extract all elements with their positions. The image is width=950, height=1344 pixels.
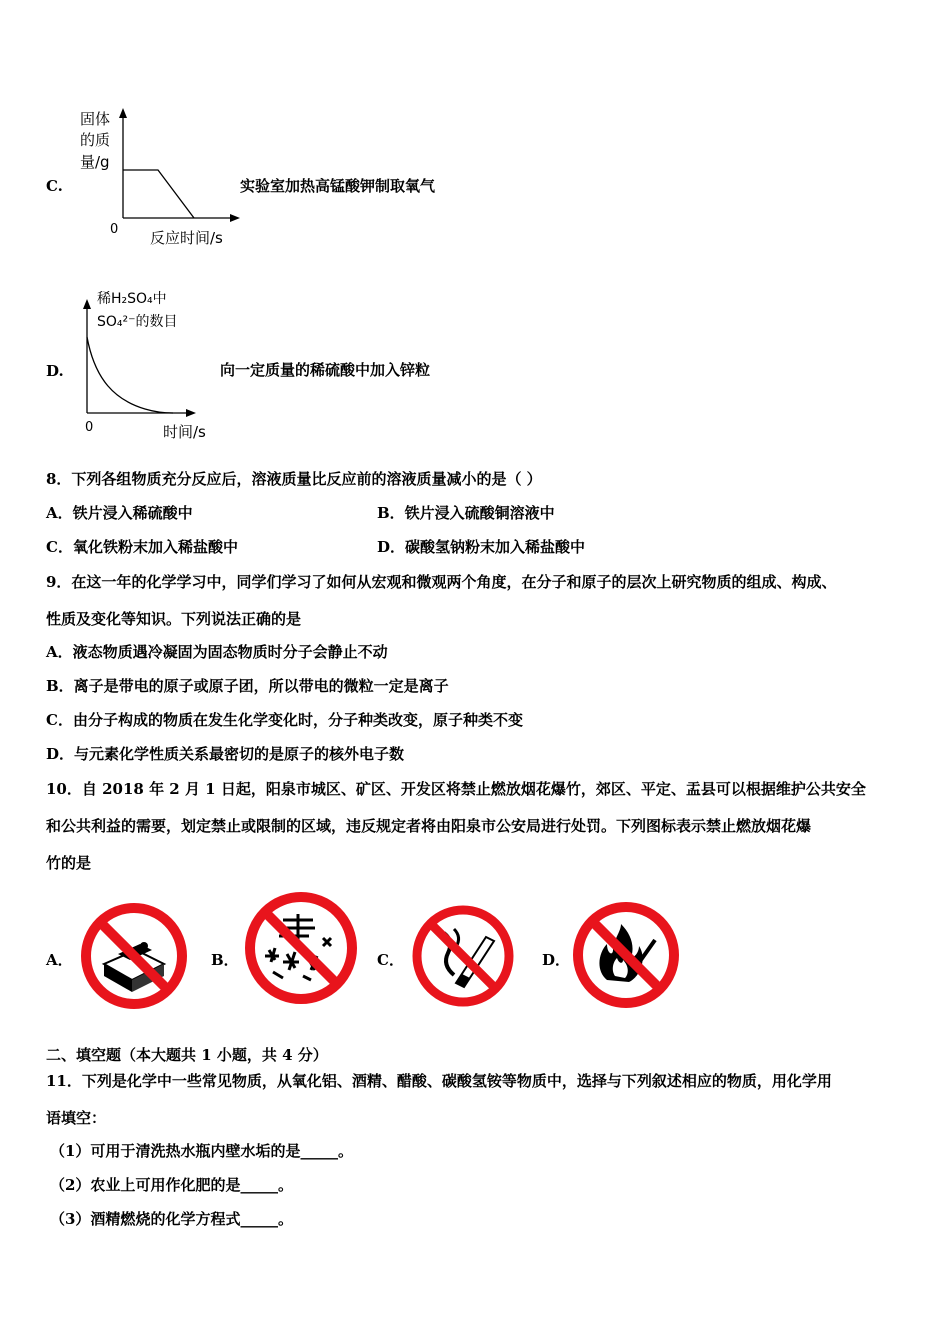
- no-fireworks-sign-icon: [243, 890, 359, 1006]
- graph-d-y-arrow: [83, 299, 91, 309]
- graph-d-xlabel: 时间/s: [163, 423, 206, 441]
- q11-stem-line1: 11．下列是化学中一些常见物质，从氧化铝、酒精、醋酸、碳酸氢铵等物质中，选择与下列叙述相应的物质，用化学用: [46, 1072, 832, 1090]
- q10-label-a: A．: [46, 951, 73, 969]
- graph-c-curve: [123, 170, 194, 218]
- graph-c-x-arrow: [230, 214, 240, 222]
- q8-option-d: D．碳酸氢钠粉末加入稀盐酸中: [377, 538, 586, 556]
- graph-c-ylabel-2: 的质: [80, 131, 111, 149]
- section-2-title: 二、填空题（本大题共 1 小题，共 4 分）: [46, 1046, 328, 1064]
- q11-part-1: （1）可用于清洗热水瓶内壁水垢的是_____。: [50, 1142, 353, 1160]
- graph-c: [70, 100, 250, 250]
- q9-option-d: D．与元素化学性质关系最密切的是原子的核外电子数: [46, 745, 405, 763]
- graph-c-y-arrow: [119, 108, 127, 118]
- graph-d-x-arrow: [186, 409, 196, 417]
- graph-d-ylabel-2: SO₄²⁻的数目: [97, 314, 178, 330]
- option-d-label: D.: [46, 362, 64, 380]
- q8-stem: 8．下列各组物质充分反应后，溶液质量比反应前的溶液质量减小的是（ ）: [46, 470, 542, 488]
- q11-stem-line2: 语填空：: [46, 1109, 107, 1127]
- q10-stem-line3: 竹的是: [46, 854, 92, 872]
- graph-d-ylabel-1: 稀H₂SO₄中: [97, 291, 167, 307]
- q9-option-b: B．离子是带电的原子或原子团，所以带电的微粒一定是离子: [46, 677, 449, 695]
- q9-stem-line2: 性质及变化等知识。下列说法正确的是: [46, 610, 302, 628]
- graph-c-ylabel-1: 固体: [80, 110, 111, 128]
- q9-stem-line1: 9．在这一年的化学学习中，同学们学习了如何从宏观和微观两个角度，在分子和原子的层次上研究物质的组成、构成、: [46, 573, 837, 591]
- q11-part-2: （2）农业上可用作化肥的是_____。: [50, 1176, 293, 1194]
- q10-label-d: D．: [542, 951, 571, 969]
- q10-stem-line1: 10．自 2018 年 2 月 1 日起，阳泉市城区、矿区、开发区将禁止燃放烟花爆竹，郊区、平定、盂县可以根据维护公共安全: [46, 780, 866, 798]
- q11-part-3: （3）酒精燃烧的化学方程式_____。: [50, 1210, 293, 1228]
- q8-option-b: B．铁片浸入硫酸铜溶液中: [377, 504, 555, 522]
- graph-c-ylabel-3: 量/g: [80, 153, 110, 171]
- q9-option-a: A．液态物质遇冷凝固为固态物质时分子会静止不动: [46, 643, 388, 661]
- q9-option-c: C．由分子构成的物质在发生化学变化时，分子种类改变，原子种类不变: [46, 711, 523, 729]
- graph-d: [75, 285, 235, 445]
- graph-d-caption: 向一定质量的稀硫酸中加入锌粒: [220, 361, 431, 379]
- graph-c-caption: 实验室加热高锰酸钾制取氧气: [240, 177, 436, 195]
- q10-stem-line2: 和公共利益的需要，划定禁止或限制的区域，违反规定者将由阳泉市公安局进行处罚。下列图标表示禁止燃放烟花爆: [46, 817, 812, 835]
- no-open-flame-sign-icon: [571, 900, 681, 1010]
- no-matches-sign-icon: [78, 900, 190, 1012]
- no-smoking-sign-icon: [410, 903, 516, 1009]
- option-c-label: C.: [46, 177, 63, 195]
- graph-c-xlabel: 反应时间/s: [150, 229, 223, 247]
- graph-d-origin: 0: [85, 420, 94, 435]
- graph-d-curve: [87, 337, 173, 413]
- q10-label-c: C．: [377, 951, 404, 969]
- q8-option-c: C．氧化铁粉末加入稀盐酸中: [46, 538, 238, 556]
- graph-c-origin: 0: [110, 222, 119, 237]
- q10-label-b: B．: [211, 951, 239, 969]
- q8-option-a: A．铁片浸入稀硫酸中: [46, 504, 193, 522]
